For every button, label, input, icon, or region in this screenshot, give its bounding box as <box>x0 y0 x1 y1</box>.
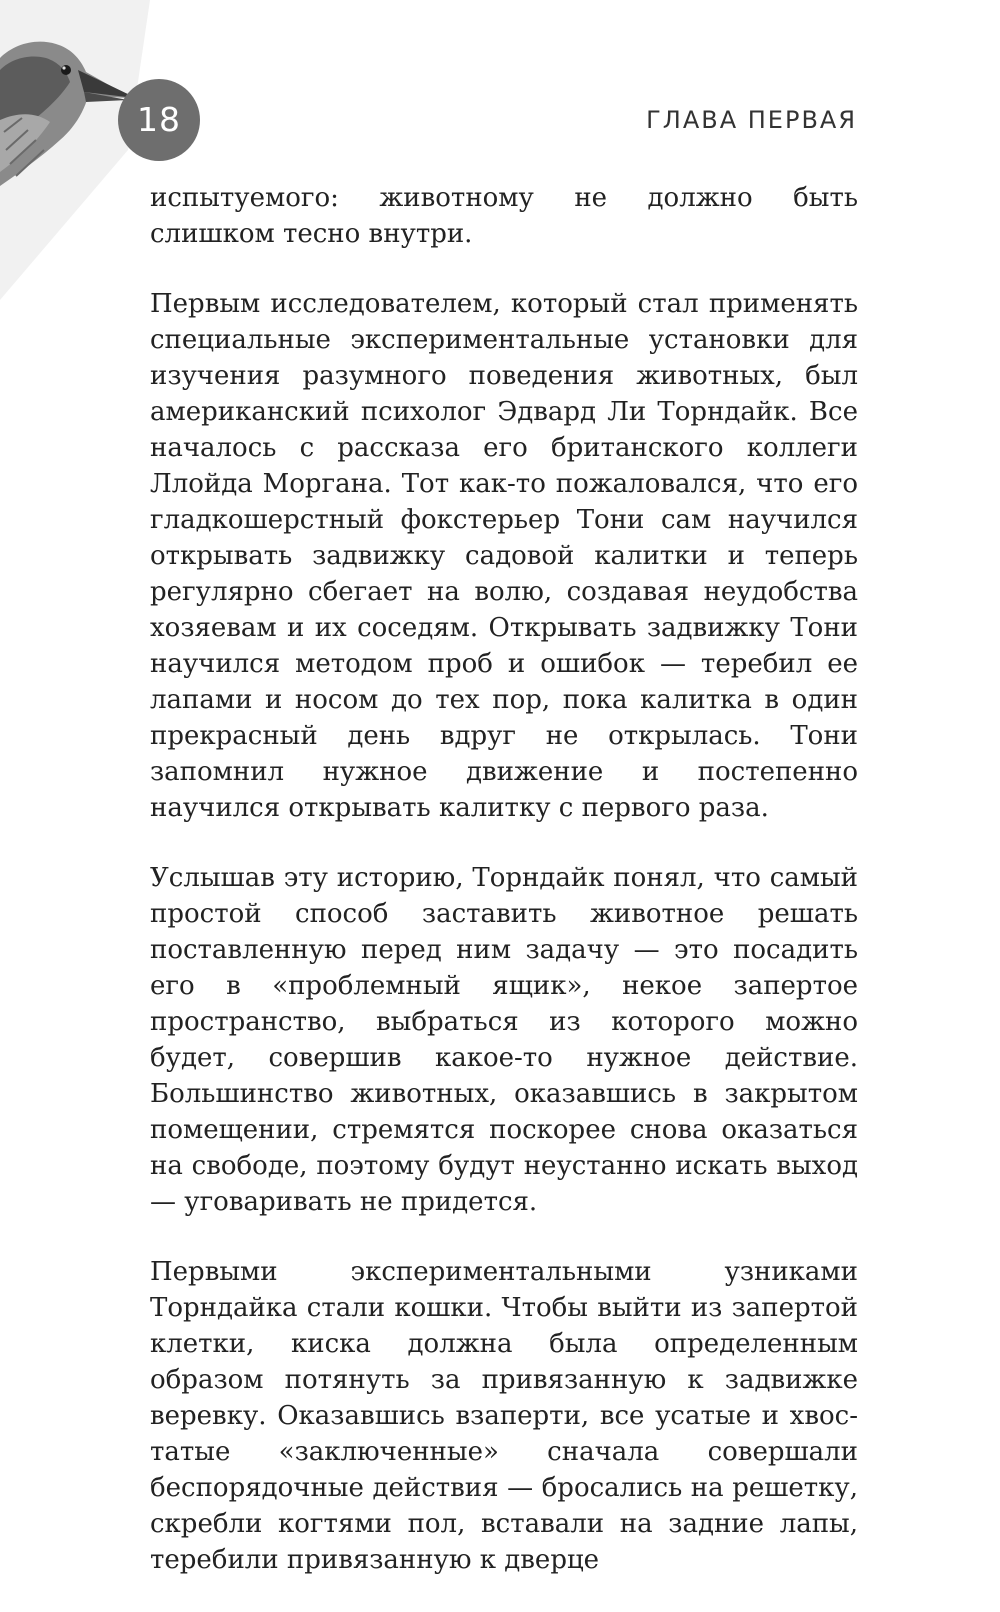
paragraph-4: Первыми экспериментальными узниками Торндайка стали кошки. Чтобы выйти из запертой клетки, киска должна была определенным образом потянуть за привязанную к задвижке веревку. Оказавшись взаперти, все усатые и хвостатые «заключенные» сначала совершали беспорядочные действия — бросались на решетку, скребли когтями пол, вставали на задние лапы, теребили привязанную к дверце <box>150 1257 858 1575</box>
paragraph-2: Первым исследователем, который стал применять специальные экспериментальные установки для изучения разумного поведения животных, был американский психолог Эдвард Ли Торндайк. Все началось с рассказа его британского коллеги Ллойда Моргана. Тот как-то пожаловался, что его гладкошерстный фокстерьер Тони сам научился открывать задвижку садовой калитки и теперь регулярно сбегает на волю, создавая неудобства хозяевам и их соседям. Открывать задвижку Тони научился методом проб и ошибок — теребил ее лапами и носом до тех пор, пока калитка в один прекрасный день вдруг не открылась. Тони запомнил нужное движение и постепенно научился открывать калитку с первого раза. <box>150 289 858 823</box>
chapter-title: ГЛАВА ПЕРВАЯ <box>646 106 857 134</box>
paragraph-3: Услышав эту историю, Торндайк понял, что самый простой способ заставить животное решать поставленную перед ним задачу — это посадить его в «проблемный ящик», некое запертое пространство, выбраться из которого можно будет, совершив какое-то нужное действие. Большинство животных, оказавшись в закрытом помещении, стремятся поскорее снова оказаться на свободе, поэтому будут неустанно искать выход — уговаривать не придется. <box>150 863 858 1217</box>
page-body <box>150 180 858 1612</box>
page-number-badge: 18 <box>118 79 200 161</box>
paragraph-1: испытуемого: животному не должно быть слишком тесно внутри. <box>150 183 858 249</box>
